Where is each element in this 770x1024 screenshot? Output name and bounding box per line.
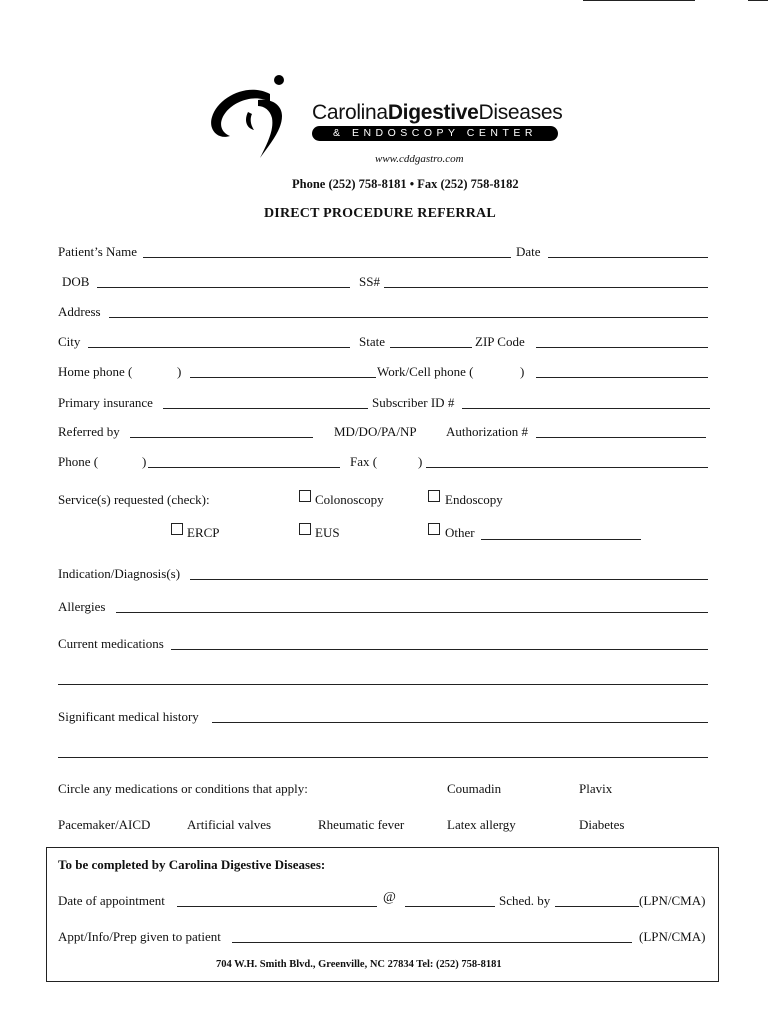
city-field[interactable] [88, 347, 350, 348]
referrer-phone-label: Phone ( [58, 454, 99, 469]
patient-name-label: Patient’s Name [58, 244, 138, 259]
indication-label: Indication/Diagnosis(s) [58, 566, 181, 581]
top-rule-2 [748, 0, 768, 1]
office-address: 704 W.H. Smith Blvd., Greenville, NC 27834 Tel: (252) 758-8181 [216, 959, 502, 970]
home-phone-field[interactable] [190, 377, 376, 378]
subscriber-id-label: Subscriber ID # [372, 395, 455, 410]
primary-insurance-field[interactable] [163, 408, 368, 409]
medications-field[interactable] [171, 649, 708, 650]
appointment-at-symbol: @ [383, 890, 396, 905]
referred-by-field[interactable] [130, 437, 313, 438]
work-phone-label: Work/Cell phone ( [377, 364, 474, 379]
allergies-label: Allergies [58, 599, 106, 614]
dob-label: DOB [62, 274, 90, 289]
logo-mark-icon [208, 72, 298, 162]
indication-field[interactable] [190, 579, 708, 580]
ss-field[interactable] [384, 287, 708, 288]
md-credential-label: MD/DO/PA/NP [334, 424, 417, 439]
other-field[interactable] [481, 539, 641, 540]
condition-latex-allergy[interactable]: Latex allergy [447, 817, 516, 832]
allergies-field[interactable] [116, 612, 708, 613]
office-use-heading: To be completed by Carolina Digestive Diseases: [58, 857, 326, 872]
brand-subtitle: & ENDOSCOPY CENTER [333, 127, 537, 139]
ercp-checkbox[interactable] [171, 523, 183, 535]
medical-history-field[interactable] [212, 722, 708, 723]
eus-label: EUS [315, 525, 340, 540]
top-rule [583, 0, 695, 1]
appointment-time-field[interactable] [405, 906, 495, 907]
condition-coumadin[interactable]: Coumadin [447, 781, 502, 796]
fax-close-paren: ) [418, 454, 423, 469]
scheduled-by-label: Sched. by [499, 893, 551, 908]
fax-label: Fax ( [350, 454, 378, 469]
dob-field[interactable] [97, 287, 350, 288]
primary-insurance-label: Primary insurance [58, 395, 153, 410]
city-label: City [58, 334, 81, 349]
eus-checkbox[interactable] [299, 523, 311, 535]
endoscopy-checkbox[interactable] [428, 490, 440, 502]
prep-info-label: Appt/Info/Prep given to patient [58, 929, 221, 944]
medications-field-2[interactable] [58, 684, 708, 685]
prep-info-field[interactable] [232, 942, 632, 943]
condition-rheumatic-fever[interactable]: Rheumatic fever [318, 817, 405, 832]
colonoscopy-checkbox[interactable] [299, 490, 311, 502]
services-label: Service(s) requested (check): [58, 492, 210, 507]
authorization-label: Authorization # [446, 424, 528, 439]
appointment-date-label: Date of appointment [58, 893, 165, 908]
state-label: State [359, 334, 385, 349]
contact-line: Phone (252) 758-8181 • Fax (252) 758-8182 [292, 177, 519, 191]
brand-name-part2: Digestive [387, 101, 479, 124]
condition-diabetes[interactable]: Diabetes [579, 817, 625, 832]
lpn-cma-label: (LPN/CMA) [639, 893, 706, 908]
ss-label: SS# [359, 274, 380, 289]
referrer-phone-field[interactable] [148, 467, 340, 468]
date-field[interactable] [548, 257, 708, 258]
address-label: Address [58, 304, 101, 319]
medical-history-label: Significant medical history [58, 709, 199, 724]
ercp-label: ERCP [187, 525, 220, 540]
form-title: DIRECT PROCEDURE REFERRAL [264, 206, 496, 221]
zip-label: ZIP Code [475, 334, 525, 349]
home-phone-close-paren: ) [177, 364, 182, 379]
conditions-label: Circle any medications or conditions that apply: [58, 781, 308, 796]
referrer-phone-close-paren: ) [142, 454, 147, 469]
scheduled-by-field[interactable] [555, 906, 639, 907]
appointment-date-field[interactable] [177, 906, 377, 907]
work-phone-field[interactable] [536, 377, 708, 378]
date-label: Date [516, 244, 541, 259]
brand-name-part1: Carolina [312, 101, 388, 124]
brand-name-part3: Diseases [478, 101, 563, 124]
logo [208, 72, 568, 162]
brand-subtitle-bar [312, 126, 558, 141]
condition-pacemaker[interactable]: Pacemaker/AICD [58, 817, 151, 832]
other-label: Other [445, 525, 475, 540]
zip-field[interactable] [536, 347, 708, 348]
subscriber-id-field[interactable] [462, 408, 710, 409]
home-phone-label: Home phone ( [58, 364, 133, 379]
colonoscopy-label: Colonoscopy [315, 492, 384, 507]
endoscopy-label: Endoscopy [445, 492, 503, 507]
referred-by-label: Referred by [58, 424, 120, 439]
condition-artificial-valves[interactable]: Artificial valves [187, 817, 272, 832]
state-field[interactable] [390, 347, 472, 348]
medications-label: Current medications [58, 636, 164, 651]
lpn-cma-label-2: (LPN/CMA) [639, 929, 706, 944]
condition-plavix[interactable]: Plavix [579, 781, 613, 796]
work-phone-close-paren: ) [520, 364, 525, 379]
patient-name-field[interactable] [143, 257, 511, 258]
fax-field[interactable] [426, 467, 708, 468]
other-checkbox[interactable] [428, 523, 440, 535]
address-field[interactable] [109, 317, 708, 318]
website[interactable]: www.cddgastro.com [375, 153, 464, 165]
authorization-field[interactable] [536, 437, 706, 438]
medical-history-field-2[interactable] [58, 757, 708, 758]
